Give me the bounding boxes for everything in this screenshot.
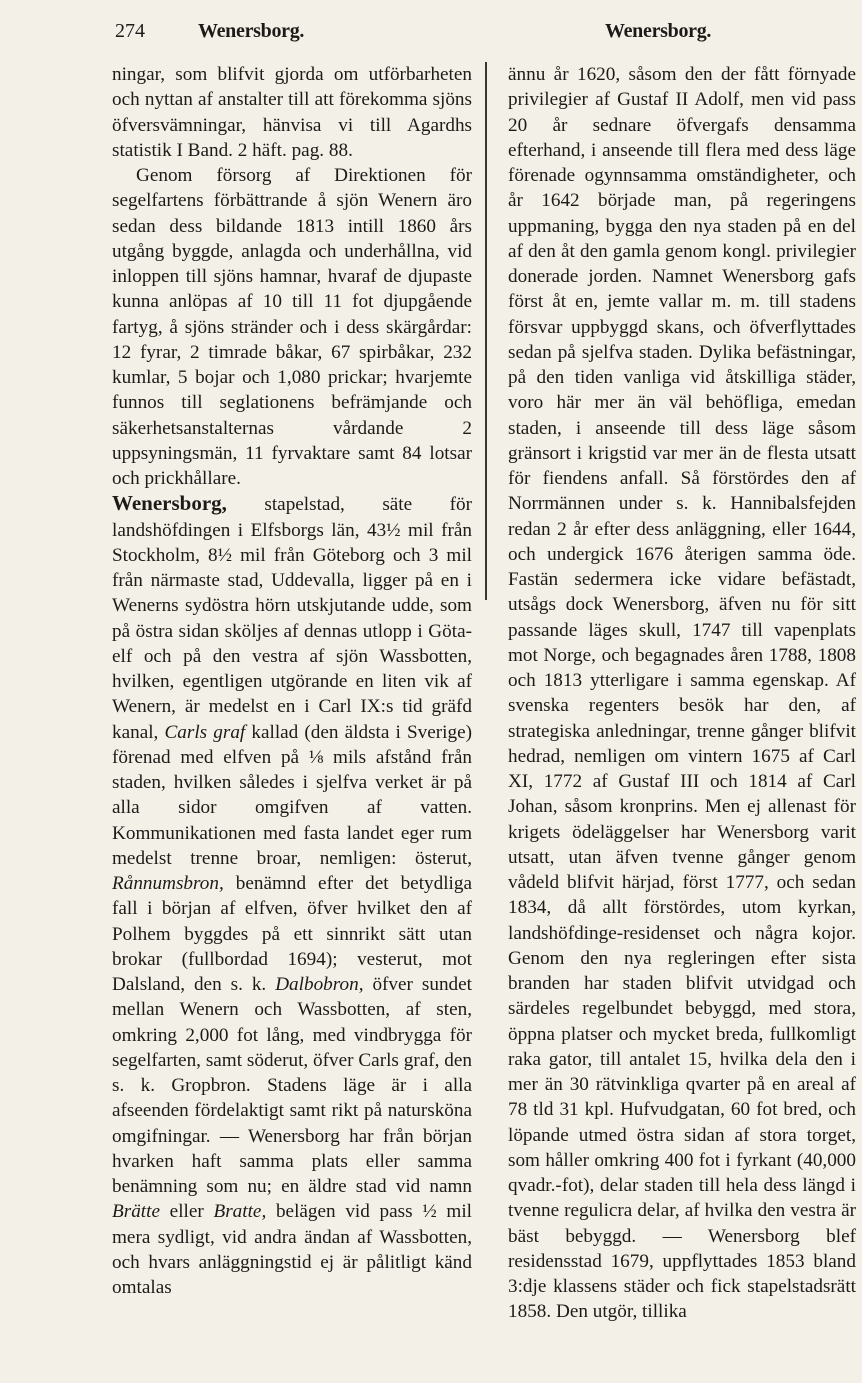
page-number: 274 [115,20,145,42]
right-column [508,62,856,1325]
entry-text-f: belägen vid pass ½ mil mera sydligt, vid andra ändan af Wassbotten, och hvars anläggningstid ej är pålitligt känd omtalas [112,1201,472,1298]
entry-text-d: öfver sundet mellan Wenern och Wassbotten, af sten, omkring 2,000 fot lång, med vindbrygga för segelfarten, samt söderut, öfver Carls graf, den s. k. Gropbron. Stadens läge är i alla afseenden fördelaktigt samt rikt på natursköna omgifningar. — Wenersborg har från början hvarken haft samma plats eller samma benämning som nu; en äldre stad vid namn [112,974,472,1197]
entry-text-b: kallad (den äldsta i Sverige) förenad med elfven på ⅛ mils afstånd från staden, hvilken således i sjelfva verket är på alla sidor omgifven af vatten. Kommunikationen med fasta landet eger rum medelst trenne broar, nemligen: österut, [112,721,472,869]
column-divider [485,62,487,600]
entry-text-e: eller [159,1201,214,1223]
left-column [112,62,472,1300]
entry-italic-dalbobron: Dalbobron, [275,974,364,995]
paragraph-continued: ningar, som blifvit gjorda om utförbarheten och nyttan af anstalter till att förekomma sjöns öfversvämningar, hänvisa vi till Agardhs statistik I Band. 2 häft. pag. 88. [112,64,472,161]
entry-text-c: benämnd efter det betydliga fall i början af elfven, öfver hvilket den af Polhem byggdes på ett sinnrikt sätt utan brokar (fullbordad 1694); vesterut, mot Dalsland, den s. k. [112,873,472,995]
entry-text-a: stapelstad, säte för landshöfdingen i Elfsborgs län, 43½ mil från Stockholm, 8½ mil från Göteborg och 3 mil från närmaste stad, Uddevalla, ligger på en i Wenerns sydöstra hörn utskjutande udde, som på östra sidan sköljes af dennas utlopp i Göta-elf och på den vestra af sjön Wassbotten, hvilken, egentligen utgörande en liten vik af Wenern, är medelst en i Carl IX:s tid gräfd kanal, [112,494,472,743]
running-header [0,14,862,54]
entry-italic-bratte-1: Brätte [112,1201,160,1223]
entry-italic-carls-graf: Carls graf [164,721,246,743]
paragraph-right: ännu år 1620, såsom den der fått förnyade privilegier af Gustaf II Adolf, men vid pass 20 år sednare öfvergafs densamma efterhand, i anseende till flera med dess läge förenade ogynnsamma omständigheter, och år 1642 började man, på regeringens uppmaning, bygga den nya staden på en del af den åt den gamla genom kongl. privilegier donerade jorden. Namnet Wenersborg gafs först åt en, jemte vallar m. m. till stadens försvar uppbyggd skans, och öfverflyttades sedan på sjelfva staden. Dylika befästningar, på den tiden vanliga vid åtskilliga städer, voro här mer än väl behöfliga, emedan staden, i anseende till dess läge såsom gränsort i krigstid var mer än de flesta utsatt för fiendens anfall. Så förstördes den af Norrmännen under s. k. Hannibalsfejden redan 2 år efter dess anläggning, eller 1644, och undergick 1676 återigen samma öde. Fastän sedermera icke vidare befästadt, utsågs dock Wenersborg, äfven nu för sitt passande läges skull, 1747 till vapenplats mot Norge, och begagnades åren 1788, 1808 och 1813 ytterligare i samma egenskap. Af svenska regenters besök har den, af strategiska anledningar, trenne gånger blifvit hedrad, nemligen om vintern 1675 af Carl XI, 1772 af Gustaf III och 1814 af Carl Johan, såsom kronprins. Men ej allenast för krigets ödeläggelser har Wenersborg varit utsatt, utan äfven tvenne gånger genom vådeld blifvit härjad, först 1777, och sedan 1834, då allt förstördes, utom kyrkan, landshöfdinge-residenset och några kojor. Genom den nya regleringen efter sista branden har staden blifvit utvidgad och särdeles regelbundet bebyggd, med stora, öppna platser och mycket breda, fullkomligt raka gator, till antalet 15, hvilka dela den i mer än 30 rätvinkliga qvarter på en areal af 78 tld 31 kpl. Hufvudgatan, 60 fot bred, och löpande utmed östra sidan af stora torget, som håller omkring 400 fot i fyrkant (40,000 qvadr.-fot), delar staden till hela dess längd i tvenne regulicra delar, af hvilka den vestra är bäst bebyggd. — Wenersborg blef residensstad 1679, uppflyttades 1853 bland 3:dje klassens städer och fick stapelstadsrätt 1858. Den utgör, tillika [508,64,856,1323]
running-title-left: Wenersborg. [198,20,305,42]
entry-italic-bratte-2: Bratte, [213,1201,267,1223]
paragraph-direktionen: Genom försorg af Direktionen för segelfartens förbättrande å sjön Wenern äro sedan dess bildande 1813 intill 1860 års utgång byggde, anlagda och underhållna, vid inloppen till sjöns hamnar, hvaraf de djupaste kunna anlöpas af 10 till 11 fot djupgående fartyg, å sjöns stränder och i dess skärgårdar: 12 fyrar, 2 timrade båkar, 67 spirbåkar, 232 kumlar, 5 bojar och 1,080 prickar; hvarjemte funnos till seglationens befrämjande och säkerhetsanstalternas vårdande 2 uppsyningsmän, 11 fyrvaktare samt 84 lotsar och prickhållare. [112,165,472,489]
entry-italic-rannumsbron: Rånnumsbron, [112,873,224,894]
running-title-right: Wenersborg. [605,20,712,42]
paragraph-wenersborg-entry [112,491,472,1300]
entry-headword: Wenersborg, [112,491,227,516]
